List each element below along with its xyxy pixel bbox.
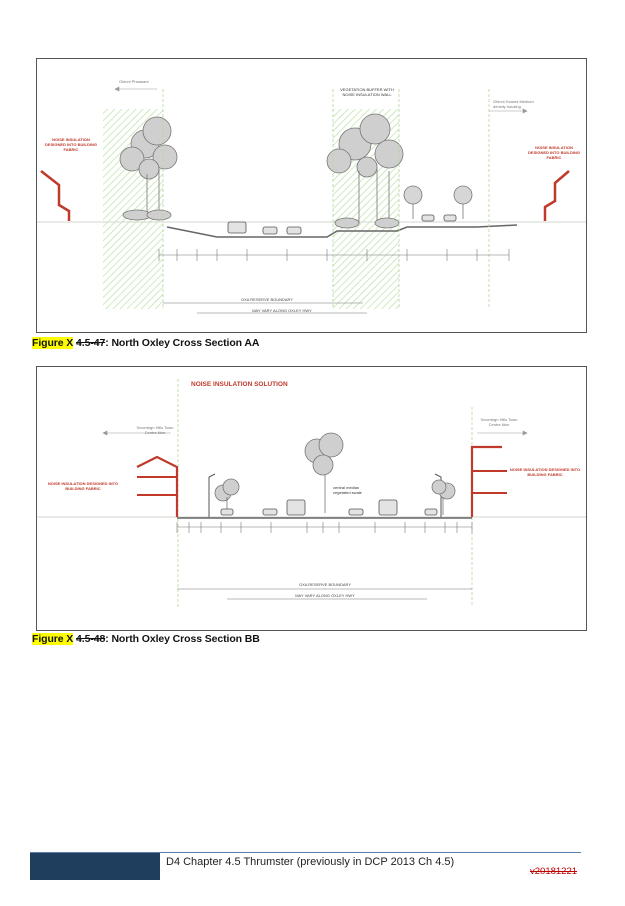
aa-label-left-note: NOISE INSULATION DESIGNED INTO BUILDING FABRIC <box>45 137 97 152</box>
footer-version: v20181221 <box>530 866 578 877</box>
aa-label-right-top: Ghinni Homes Medium density housing <box>493 99 534 109</box>
aa-label-vary: MAY VARY ALONG OXLEY HWY <box>252 308 312 313</box>
caption-aa-title: : North Oxley Cross Section AA <box>105 337 260 349</box>
bb-trees <box>215 433 455 515</box>
bb-label-reserve: OXA RESERVE BOUNDARY <box>298 582 352 587</box>
bb-label-right-note: NOISE INSULATION DESIGNED INTO BUILDING FABRIC <box>509 467 581 477</box>
figure-caption-aa <box>32 337 259 349</box>
footer-chapter-text: D4 Chapter 4.5 Thrumster (previously in DCP 2013 Ch 4.5) <box>166 856 455 868</box>
cross-section-aa-figure <box>36 58 587 333</box>
cross-section-bb-figure <box>36 366 587 631</box>
aa-label-right-note: NOISE INSULATION DESIGNED INTO BUILDING FABRIC <box>528 145 580 160</box>
bb-label-median: central median vegetated swale <box>333 485 362 495</box>
figure-caption-bb <box>32 633 260 645</box>
bb-right-building-fabric <box>472 447 502 517</box>
caption-bb-title: : North Oxley Cross Section BB <box>105 633 260 645</box>
vehicles-bb <box>221 500 437 515</box>
caption-aa-figure-label: Figure X <box>32 337 74 349</box>
caption-aa-old-number: 4.5-47 <box>76 337 106 349</box>
aa-label-left-top: Ghinni Pheasant <box>119 79 149 84</box>
bb-label-left-top: Sovereign Hills Town Centre 6km <box>136 425 174 435</box>
caption-bb-old-number: 4.5-48 <box>76 633 106 645</box>
cross-section-bb-drawing <box>37 367 586 630</box>
aa-label-reserve: OXA RESERVE BOUNDARY <box>240 297 294 302</box>
bb-label-title: NOISE INSULATION SOLUTION <box>191 381 288 388</box>
footer-color-block <box>30 853 160 880</box>
bb-label-left-note: NOISE INSULATION DESIGNED INTO BUILDING FABRIC <box>47 481 119 491</box>
right-building-fabric <box>545 171 569 221</box>
left-building-fabric <box>41 171 69 221</box>
bb-left-building-fabric <box>137 457 177 517</box>
caption-bb-figure-label: Figure X <box>32 633 74 645</box>
aa-label-center-top: VEGETATION BUFFER WITH NOISE INSULATION WALL <box>340 87 394 97</box>
bb-label-vary: MAY VARY ALONG OXLEY HWY <box>295 593 355 598</box>
bb-label-right-top: Sovereign Hills Town Centre 6km <box>480 417 518 427</box>
